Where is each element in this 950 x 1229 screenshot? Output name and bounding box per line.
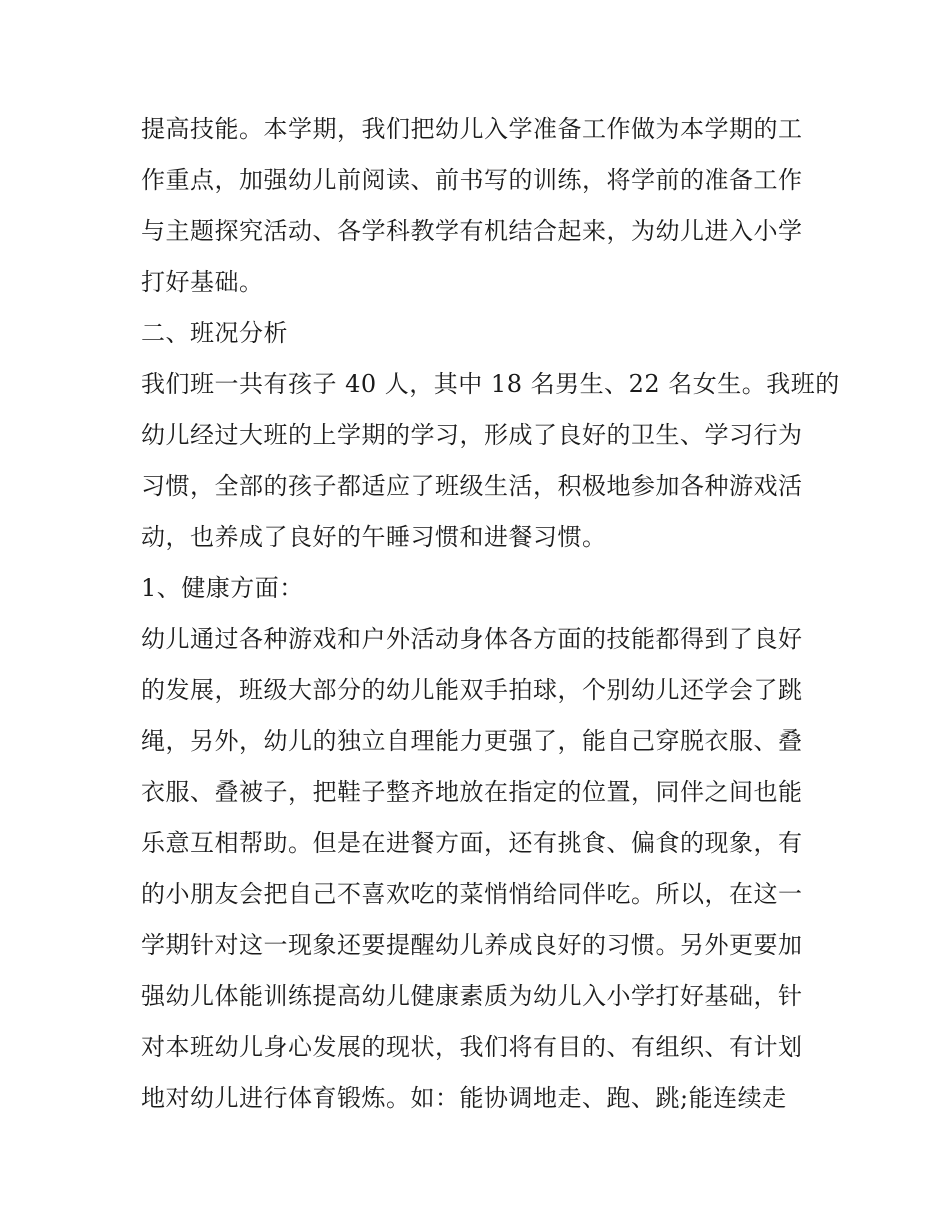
text-line: 的发展，班级大部分的幼儿能双手拍球，个别幼儿还学会了跳 — [141, 676, 803, 704]
text-line: 打好基础。 — [141, 268, 264, 296]
text-line: 我们班一共有孩子 40 人，其中 18 名男生、22 名女生。我班的 — [141, 370, 840, 398]
text-line: 幼儿经过大班的上学期的学习，形成了良好的卫生、学习行为 — [141, 421, 803, 449]
text-line: 作重点，加强幼儿前阅读、前书写的训练，将学前的准备工作 — [141, 166, 803, 194]
text-line: 乐意互相帮助。但是在进餐方面，还有挑食、偏食的现象，有 — [141, 829, 803, 857]
text-line: 与主题探究活动、各学科教学有机结合起来，为幼儿进入小学 — [141, 217, 803, 245]
text-line: 衣服、叠被子，把鞋子整齐地放在指定的位置，同伴之间也能 — [141, 778, 803, 806]
text-line: 提高技能。本学期，我们把幼儿入学准备工作做为本学期的工 — [141, 115, 803, 143]
text-line: 的小朋友会把自己不喜欢吃的菜悄悄给同伴吃。所以，在这一 — [141, 880, 803, 908]
subsection-heading: 1、健康方面： — [141, 574, 304, 602]
text-line: 幼儿通过各种游戏和户外活动身体各方面的技能都得到了良好 — [141, 625, 803, 653]
text-line: 动，也养成了良好的午睡习惯和进餐习惯。 — [141, 523, 607, 551]
body-text — [141, 104, 840, 1124]
text-line: 习惯，全部的孩子都适应了班级生活，积极地参加各种游戏活 — [141, 472, 803, 500]
text-line: 对本班幼儿身心发展的现状，我们将有目的、有组织、有计划 — [141, 1033, 803, 1061]
text-line: 绳，另外，幼儿的独立自理能力更强了，能自己穿脱衣服、叠 — [141, 727, 803, 755]
text-line: 地对幼儿进行体育锻炼。如：能协调地走、跑、跳;能连续走 — [141, 1084, 787, 1112]
text-line: 学期针对这一现象还要提醒幼儿养成良好的习惯。另外更要加 — [141, 931, 803, 959]
section-heading: 二、班况分析 — [141, 319, 288, 347]
text-line: 强幼儿体能训练提高幼儿健康素质为幼儿入小学打好基础，针 — [141, 982, 803, 1010]
